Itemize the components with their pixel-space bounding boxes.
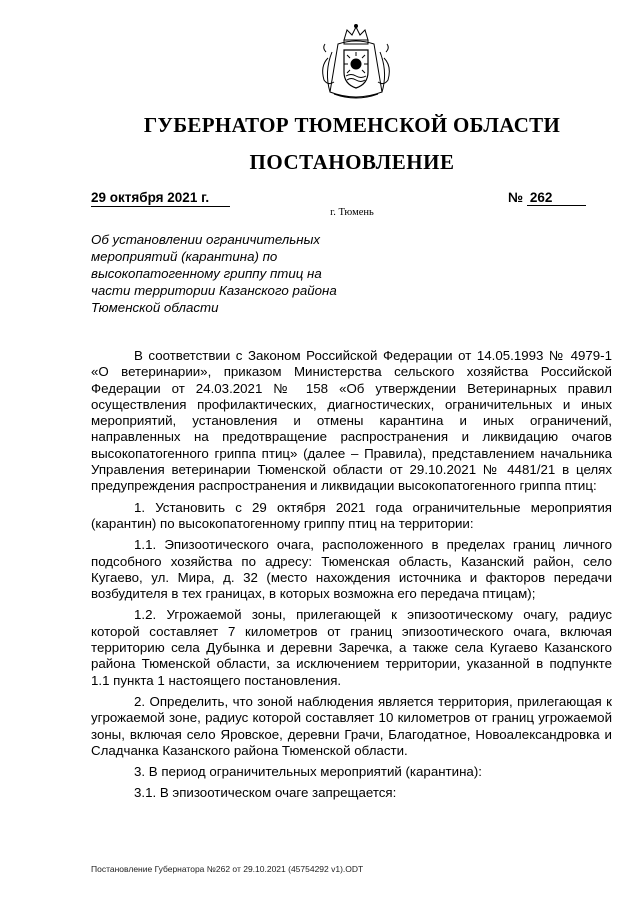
- document-date: 29 октября 2021 г.: [91, 190, 230, 207]
- clause-2: 2. Определить, что зоной наблюдения является территория, прилегающая к угрожаемой зоне, радиус которой составляет 10 километров от границ угрожаемой зоны, включая село Яровское, деревни Грачи, Благодатное, Новоалександровка и Сладчанка Казанского района Тюменской области.: [91, 693, 612, 758]
- document-subject: Об установлении ограничительных мероприятий (карантина) по высокопатогенному гриппу птиц на части территории Казанского района Тюменской области: [91, 232, 337, 315]
- document-city: г. Тюмень: [330, 207, 374, 218]
- page-footer: Постановление Губернатора №262 от 29.10.2021 (45754292 v1).ODT: [91, 864, 364, 874]
- clause-1-2: 1.2. Угрожаемой зоны, прилегающей к эпизоотическому очагу, радиус которой составляет 7 километров от границ эпизоотического очага, включая территорию села Дубынка и деревни Заречка, а также села Кугаево Казанского района Тюменской области, за исключением территории, указанной в подпункте 1.1 пункта 1 настоящего постановления.: [91, 607, 612, 688]
- document-number: [508, 190, 586, 206]
- clause-1-1: 1.1. Эпизоотического очага, расположенного в пределах границ личного подсобного хозяйства по адресу: Тюменская область, Казанский район, село Кугаево, ул. Мира, д. 32 (место нахождения источника и факторов передачи возбудителя в тех границах, в которых возможна его передача птицам);: [91, 537, 612, 602]
- number-sign: №: [508, 190, 524, 205]
- clause-1: 1. Установить с 29 октября 2021 года ограничительные мероприятия (карантин) по высокопатогенному гриппу птиц на территории:: [91, 499, 612, 531]
- number-value: 262: [527, 190, 586, 206]
- clause-3-1: 3.1. В эпизоотическом очаге запрещается:: [134, 785, 397, 801]
- document-type: ПОСТАНОВЛЕНИЕ: [249, 150, 455, 174]
- coat-of-arms-icon: [316, 22, 396, 104]
- preamble-paragraph: В соответствии с Законом Российской Федерации от 14.05.1993 № 4979-1 «О ветеринарии», приказом Министерства сельского хозяйства Российской Федерации от 24.03.2021 № 158 «Об утверждении Ветеринарных правил осуществления профилактических, диагностических, ограничительных и иных мероприятий, установления и отмены карантина и иных ограничений, направленных на предотвращение распространения и ликвидацию очагов высокопатогенного гриппа птиц» (далее – Правила), представлением начальника Управления ветеринарии Тюменской области от 29.10.2021 № 4481/21 в целях предупреждения распространения и ликвидации высокопатогенного гриппа птиц:: [91, 348, 612, 494]
- clause-3: 3. В период ограничительных мероприятий (карантина):: [134, 764, 482, 780]
- document-body: [91, 348, 612, 807]
- issuing-authority: ГУБЕРНАТОР ТЮМЕНСКОЙ ОБЛАСТИ: [143, 113, 561, 137]
